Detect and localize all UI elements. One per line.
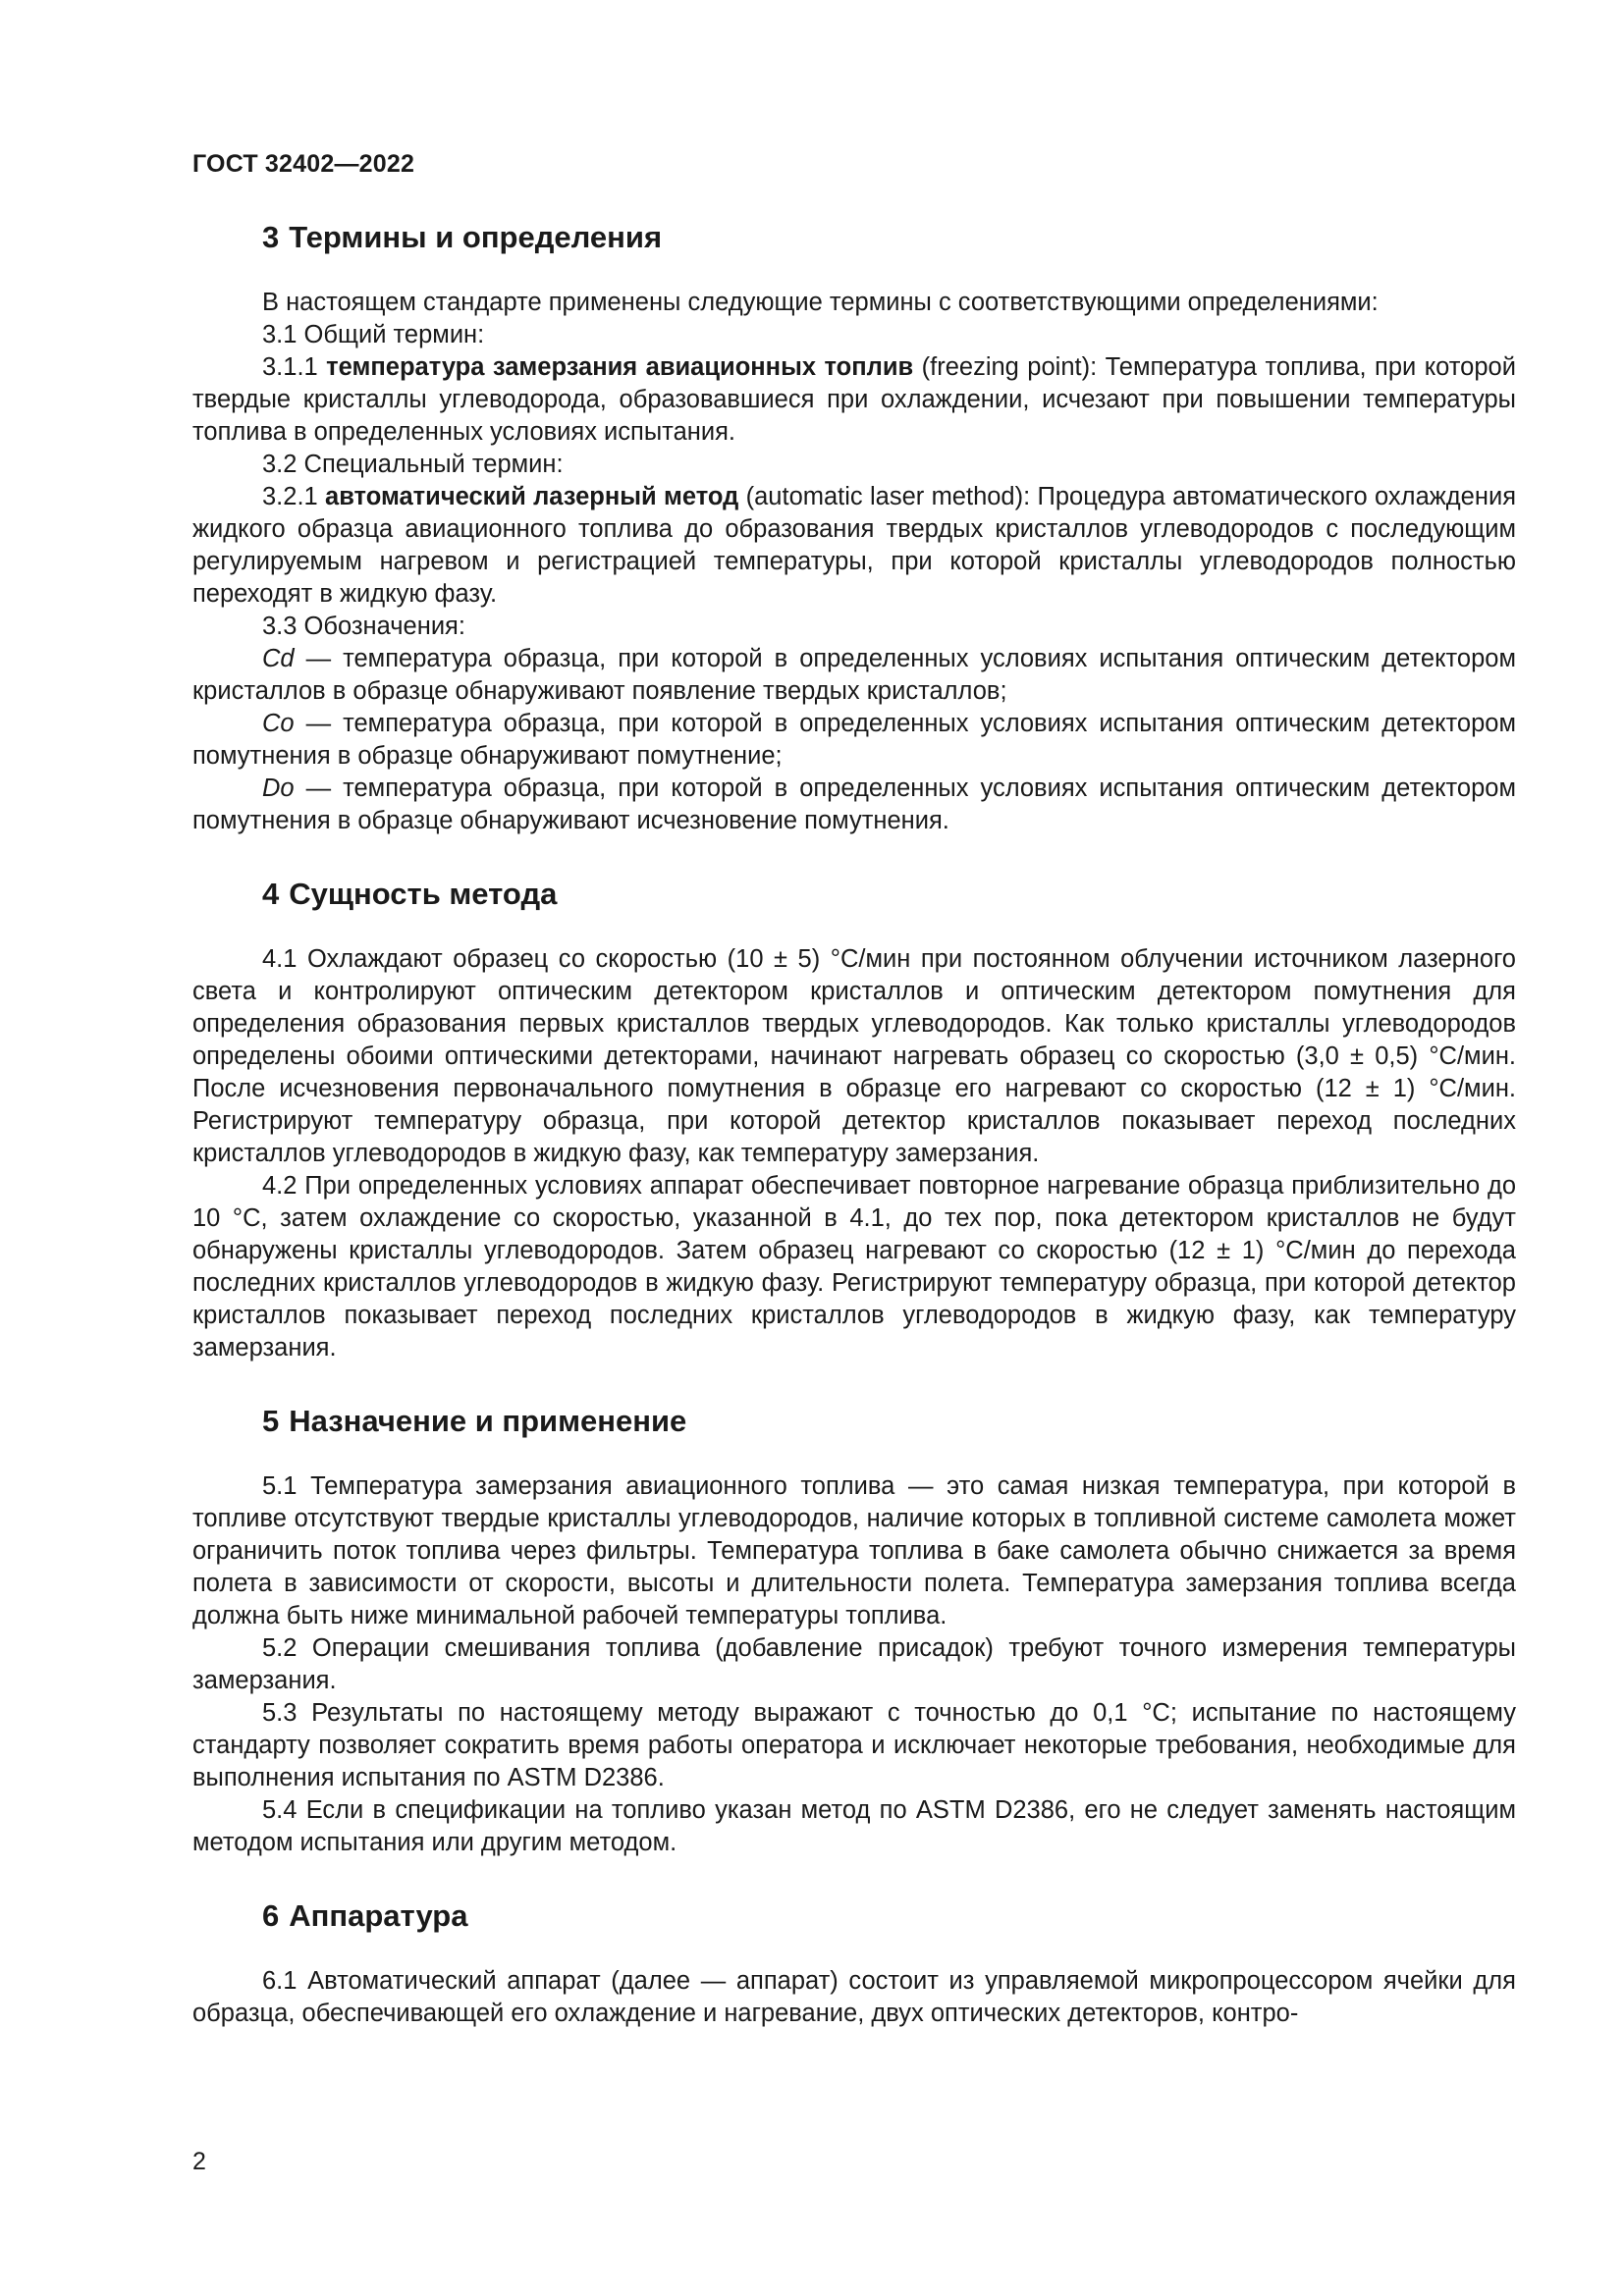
term-text: (freezing point): Температура топлива, при которой твердые кристаллы углеводорода, образовавшиеся при охлаждении, исчезают при повышении температуры топлива в определенных условиях испытания. — [192, 353, 1516, 446]
term-name: температура замерзания авиационных топлив — [326, 353, 914, 381]
paragraph: В настоящем стандарте применены следующие термины с соответствующими определениями: — [262, 289, 1379, 316]
section-heading — [192, 218, 1516, 257]
term-number: 3.2.1 — [262, 483, 326, 510]
term-name: автоматический лазерный метод — [325, 483, 739, 510]
symbol: Co — [262, 710, 295, 737]
symbol-definition — [192, 773, 1516, 837]
paragraph: 4.1 Охлаждают образец со скоростью (10 ± 5) °С/мин при постоянном облучении источником лазерного света и контролируют оптическим детектором кристаллов и оптическим детектором помутнения для определения образования первых кристаллов твердых углеводородов. Как только кристаллы углеводородов определены обоими оптическими детекторами, начинают нагревать образец со скоростью (3,0 ± 0,5) °С/мин. После исчезновения первоначального помутнения в образце его нагревают со скоростью (12 ± 1) °С/мин. Регистрируют температуру образца, при которой детектор кристаллов показывает переход последних кристаллов углеводородов в жидкую фазу, как температуру замерзания. — [192, 945, 1516, 1167]
paragraph: 3.3 Обозначения: — [262, 613, 465, 640]
paragraph: 5.3 Результаты по настоящему методу выражают с точностью до 0,1 °С; испытание по настоящему стандарту позволяет сократить время работы оператора и исключает некоторые требования, необходимые для выполнения испытания по ASTM D2386. — [192, 1699, 1516, 1791]
section-heading — [192, 875, 1516, 914]
document-body — [192, 218, 1516, 2030]
section-title: Назначение и применение — [289, 1404, 687, 1438]
paragraph: 3.2 Специальный термин: — [262, 451, 564, 478]
section-heading — [192, 1896, 1516, 1936]
section-number: 5 — [262, 1404, 280, 1438]
section-heading — [192, 1402, 1516, 1441]
paragraph: 5.2 Операции смешивания топлива (добавление присадок) требуют точного измерения температуры замерзания. — [192, 1634, 1516, 1694]
document-header: ГОСТ 32402—2022 — [192, 150, 415, 178]
symbol: Do — [262, 774, 295, 802]
paragraph: 4.2 При определенных условиях аппарат обеспечивает повторное нагревание образца приблизительно до 10 °С, затем охлаждение со скоростью, указанной в 4.1, до тех пор, пока детектором кристаллов не будут обнаружены кристаллы углеводородов. Затем образец нагревают со скоростью (12 ± 1) °С/мин до перехода последних кристаллов углеводородов в жидкую фазу. Регистрируют температуру образца, при которой детектор кристаллов показывает переход последних кристаллов углеводородов в жидкую фазу, как температуру замерзания. — [192, 1172, 1516, 1362]
symbol-definition — [192, 708, 1516, 773]
symbol-text: — температура образца, при которой в определенных условиях испытания оптическим детектором помутнения в образце обнаруживают исчезновение помутнения. — [192, 774, 1516, 834]
symbol-definition — [192, 643, 1516, 708]
section-3 — [192, 218, 1516, 837]
paragraph: 5.4 Если в спецификации на топливо указан метод по ASTM D2386, его не следует заменять настоящим методом испытания или другим методом. — [192, 1796, 1516, 1856]
section-6 — [192, 1896, 1516, 2030]
section-number: 4 — [262, 877, 280, 911]
term-text: (automatic laser method): Процедура автоматического охлаждения жидкого образца авиационного топлива до образования твердых кристаллов углеводородов с последующим регулируемым нагревом и регистрацией температуры, при которой кристаллы углеводородов полностью переходят в жидкую фазу. — [192, 483, 1516, 608]
section-number: 6 — [262, 1898, 280, 1933]
symbol-text: — температура образца, при которой в определенных условиях испытания оптическим детектором помутнения в образце обнаруживают помутнение; — [192, 710, 1516, 770]
section-title: Термины и определения — [289, 220, 663, 254]
page-number: 2 — [192, 2148, 206, 2175]
term-definition — [192, 481, 1516, 611]
term-number: 3.1.1 — [262, 353, 327, 381]
term-definition — [192, 351, 1516, 449]
section-title: Сущность метода — [289, 877, 558, 911]
section-title: Аппаратура — [289, 1898, 468, 1933]
symbol-text: — температура образца, при которой в определенных условиях испытания оптическим детектором кристаллов в образце обнаруживают появление твердых кристаллов; — [192, 645, 1516, 705]
section-5 — [192, 1402, 1516, 1859]
section-4 — [192, 875, 1516, 1364]
paragraph: 6.1 Автоматический аппарат (далее — аппарат) состоит из управляемой микропроцессором ячейки для образца, обеспечивающей его охлаждение и нагревание, двух оптических детекторов, контро- — [192, 1967, 1516, 2027]
section-number: 3 — [262, 220, 280, 254]
paragraph: 3.1 Общий термин: — [262, 321, 485, 348]
symbol: Cd — [262, 645, 295, 672]
paragraph: 5.1 Температура замерзания авиационного топлива — это самая низкая температура, при которой в топливе отсутствуют твердые кристаллы углеводородов, наличие которых в топливной системе самолета может ограничить поток топлива через фильтры. Температура топлива в баке самолета обычно снижается за время полета в зависимости от скорости, высоты и длительности полета. Температура замерзания топлива всегда должна быть ниже минимальной рабочей температуры топлива. — [192, 1472, 1516, 1629]
